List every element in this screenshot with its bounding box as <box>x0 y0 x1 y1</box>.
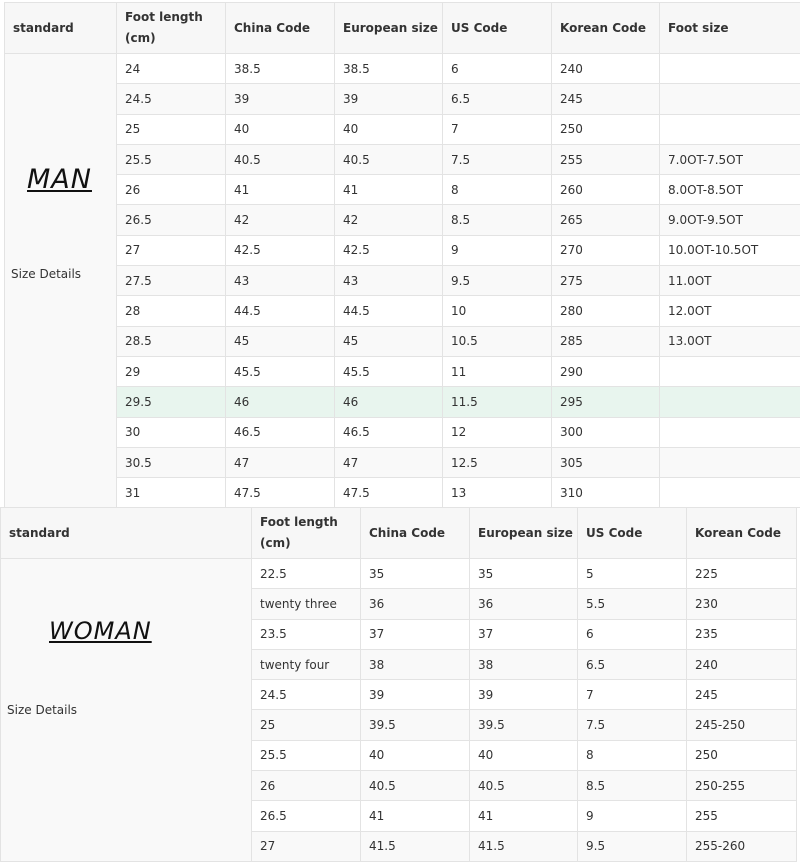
table-cell: 27 <box>117 235 226 265</box>
table-cell: 24 <box>117 54 226 84</box>
table-cell: 26.5 <box>117 205 226 235</box>
table-cell: 270 <box>552 235 660 265</box>
table-cell: 40 <box>226 114 335 144</box>
table-cell: 47 <box>335 447 443 477</box>
table-cell: 25 <box>252 710 361 740</box>
table-cell: 40 <box>470 740 578 770</box>
table-cell: 29 <box>117 356 226 386</box>
table-row <box>5 478 800 508</box>
table-cell: 45 <box>335 326 443 356</box>
table-cell: 7.5 <box>578 710 687 740</box>
table-cell: 11.5 <box>443 387 552 417</box>
table-cell: 41.5 <box>470 831 578 861</box>
table-cell: 40.5 <box>226 144 335 174</box>
header-korean-code: Korean Code <box>552 3 660 54</box>
table-cell: 255 <box>687 801 797 831</box>
table-cell: 39.5 <box>470 710 578 740</box>
table-cell: 230 <box>687 589 797 619</box>
table-cell: 255 <box>552 144 660 174</box>
table-row <box>5 205 800 235</box>
table-cell: 11 <box>443 356 552 386</box>
table-cell: 24.5 <box>252 680 361 710</box>
table-cell: 42.5 <box>226 235 335 265</box>
table-row <box>5 54 800 84</box>
table-row <box>5 235 800 265</box>
table-cell: 24.5 <box>117 84 226 114</box>
table-cell: 40.5 <box>361 771 470 801</box>
table-cell: 28 <box>117 296 226 326</box>
table-row <box>5 266 800 296</box>
table-cell: 240 <box>552 54 660 84</box>
table-cell: 8.0OT-8.5OT <box>660 175 800 205</box>
table-cell: 39 <box>361 680 470 710</box>
table-cell: 295 <box>552 387 660 417</box>
table-cell: 7 <box>443 114 552 144</box>
table-cell: 245 <box>552 84 660 114</box>
table-cell: 6 <box>443 54 552 84</box>
table-cell: 40 <box>361 740 470 770</box>
table-cell: 13.0OT <box>660 326 800 356</box>
table-cell: 9.0OT-9.5OT <box>660 205 800 235</box>
table-cell: 5 <box>578 559 687 589</box>
header-us-code: US Code <box>578 508 687 559</box>
table-cell: 5.5 <box>578 589 687 619</box>
table-cell: 12 <box>443 417 552 447</box>
men-standard-cell <box>5 54 117 508</box>
table-cell <box>660 114 800 144</box>
women-size-details: Size Details <box>7 703 78 717</box>
header-foot-size: Foot size <box>660 3 800 54</box>
table-cell: 39 <box>226 84 335 114</box>
table-cell: 250 <box>552 114 660 144</box>
table-cell: 46.5 <box>335 417 443 447</box>
women-label: WOMAN <box>49 617 152 645</box>
men-size-table <box>4 2 800 508</box>
table-row <box>5 447 800 477</box>
table-cell: 10 <box>443 296 552 326</box>
table-row <box>5 114 800 144</box>
table-cell: 8 <box>443 175 552 205</box>
header-us-code: US Code <box>443 3 552 54</box>
table-row <box>5 356 800 386</box>
table-cell: 43 <box>226 266 335 296</box>
table-row <box>5 144 800 174</box>
table-cell: 250 <box>687 740 797 770</box>
table-cell: 46.5 <box>226 417 335 447</box>
table-cell: 275 <box>552 266 660 296</box>
table-cell: 7.5 <box>443 144 552 174</box>
table-cell: 39 <box>470 680 578 710</box>
table-cell <box>660 387 800 417</box>
table-cell <box>660 478 800 508</box>
table-cell: 43 <box>335 266 443 296</box>
table-cell: 42.5 <box>335 235 443 265</box>
table-cell: 40 <box>335 114 443 144</box>
table-cell: 260 <box>552 175 660 205</box>
table-cell: 255-260 <box>687 831 797 861</box>
table-cell: 46 <box>335 387 443 417</box>
table-cell: 10.5 <box>443 326 552 356</box>
table-cell: 37 <box>470 619 578 649</box>
table-cell: 250-255 <box>687 771 797 801</box>
women-size-table <box>0 507 797 862</box>
table-cell: 41 <box>361 801 470 831</box>
table-cell: 30 <box>117 417 226 447</box>
table-row <box>1 559 797 589</box>
table-cell: 12.5 <box>443 447 552 477</box>
table-cell: 44.5 <box>226 296 335 326</box>
header-foot-length: Foot length (cm) <box>252 508 361 559</box>
table-cell: 26 <box>252 771 361 801</box>
table-cell: 31 <box>117 478 226 508</box>
table-row <box>5 326 800 356</box>
table-cell <box>660 84 800 114</box>
table-cell: 45 <box>226 326 335 356</box>
table-cell: 38 <box>470 649 578 679</box>
table-cell: 6.5 <box>443 84 552 114</box>
table-cell: 26.5 <box>252 801 361 831</box>
header-european-size: European size <box>335 3 443 54</box>
header-china-code: China Code <box>361 508 470 559</box>
table-cell: 46 <box>226 387 335 417</box>
table-cell: 240 <box>687 649 797 679</box>
table-cell: 38.5 <box>226 54 335 84</box>
table-cell: 36 <box>470 589 578 619</box>
table-cell: 310 <box>552 478 660 508</box>
table-row <box>5 417 800 447</box>
table-cell: 47 <box>226 447 335 477</box>
table-cell: 9.5 <box>578 831 687 861</box>
table-cell <box>660 447 800 477</box>
women-standard-cell <box>1 559 252 862</box>
table-cell: 22.5 <box>252 559 361 589</box>
table-cell: 9.5 <box>443 266 552 296</box>
header-china-code: China Code <box>226 3 335 54</box>
table-cell: 6 <box>578 619 687 649</box>
table-cell: 305 <box>552 447 660 477</box>
table-cell: 27 <box>252 831 361 861</box>
table-cell: 8.5 <box>578 771 687 801</box>
table-row <box>5 84 800 114</box>
table-cell: 30.5 <box>117 447 226 477</box>
table-cell: 235 <box>687 619 797 649</box>
table-cell <box>660 356 800 386</box>
table-cell: 39 <box>335 84 443 114</box>
table-cell <box>660 417 800 447</box>
table-cell: 47.5 <box>335 478 443 508</box>
table-cell: 39.5 <box>361 710 470 740</box>
table-cell: 41 <box>226 175 335 205</box>
table-cell: 290 <box>552 356 660 386</box>
table-cell: 37 <box>361 619 470 649</box>
header-standard: standard <box>5 3 117 54</box>
table-cell <box>660 54 800 84</box>
table-cell: 45.5 <box>226 356 335 386</box>
table-cell: 11.0OT <box>660 266 800 296</box>
table-cell: 45.5 <box>335 356 443 386</box>
header-standard: standard <box>1 508 252 559</box>
table-cell: 25.5 <box>117 144 226 174</box>
table-cell: 6.5 <box>578 649 687 679</box>
table-cell: 29.5 <box>117 387 226 417</box>
header-foot-length: Foot length (cm) <box>117 3 226 54</box>
table-row <box>5 387 800 417</box>
table-cell: 25.5 <box>252 740 361 770</box>
table-cell: 8.5 <box>443 205 552 235</box>
table-cell: 7 <box>578 680 687 710</box>
table-row <box>5 296 800 326</box>
table-cell: 245 <box>687 680 797 710</box>
table-cell: 27.5 <box>117 266 226 296</box>
table-cell: 265 <box>552 205 660 235</box>
table-cell: 12.0OT <box>660 296 800 326</box>
table-cell: twenty three <box>252 589 361 619</box>
table-cell: 38 <box>361 649 470 679</box>
table-cell: 8 <box>578 740 687 770</box>
table-cell: 13 <box>443 478 552 508</box>
women-header-row <box>1 508 797 559</box>
table-cell: 25 <box>117 114 226 144</box>
table-cell: 35 <box>470 559 578 589</box>
table-cell: 28.5 <box>117 326 226 356</box>
table-cell: 23.5 <box>252 619 361 649</box>
table-cell: 285 <box>552 326 660 356</box>
table-cell: twenty four <box>252 649 361 679</box>
table-cell: 41.5 <box>361 831 470 861</box>
table-cell: 47.5 <box>226 478 335 508</box>
table-cell: 42 <box>226 205 335 235</box>
table-cell: 9 <box>443 235 552 265</box>
men-header-row <box>5 3 800 54</box>
table-cell: 44.5 <box>335 296 443 326</box>
table-cell: 26 <box>117 175 226 205</box>
table-cell: 9 <box>578 801 687 831</box>
table-cell: 36 <box>361 589 470 619</box>
table-cell: 10.0OT-10.5OT <box>660 235 800 265</box>
men-label: MAN <box>27 164 92 195</box>
table-row <box>5 175 800 205</box>
table-cell: 42 <box>335 205 443 235</box>
table-cell: 225 <box>687 559 797 589</box>
table-cell: 280 <box>552 296 660 326</box>
table-cell: 41 <box>470 801 578 831</box>
table-cell: 38.5 <box>335 54 443 84</box>
table-cell: 7.0OT-7.5OT <box>660 144 800 174</box>
header-european-size: European size <box>470 508 578 559</box>
table-cell: 245-250 <box>687 710 797 740</box>
table-cell: 41 <box>335 175 443 205</box>
table-cell: 40.5 <box>470 771 578 801</box>
table-cell: 300 <box>552 417 660 447</box>
table-cell: 40.5 <box>335 144 443 174</box>
table-cell: 35 <box>361 559 470 589</box>
men-size-details: Size Details <box>11 267 82 281</box>
header-korean-code: Korean Code <box>687 508 797 559</box>
